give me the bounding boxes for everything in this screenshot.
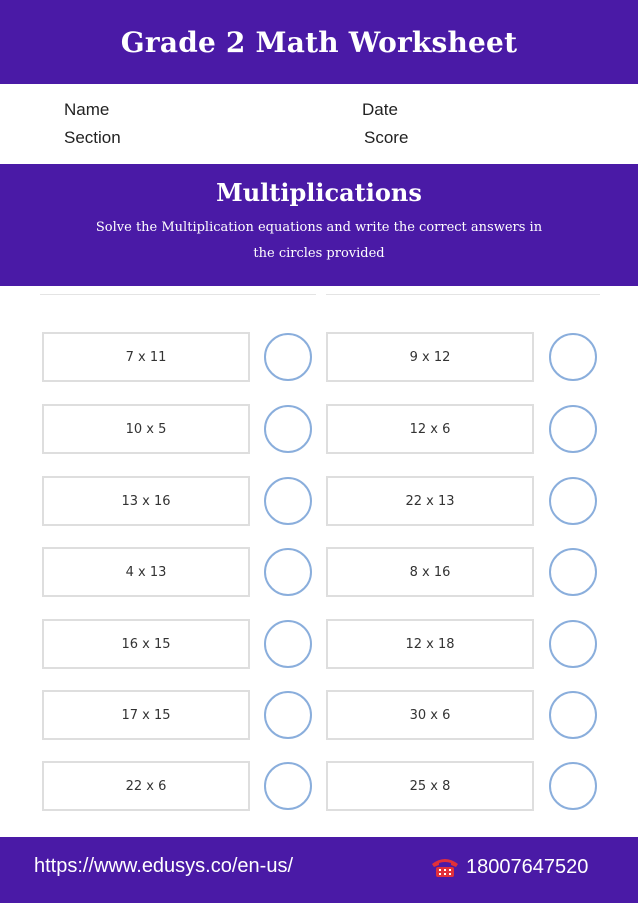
problem-row bbox=[0, 332, 638, 382]
problem-row bbox=[0, 761, 638, 811]
telephone-icon bbox=[430, 855, 460, 879]
answer-circle[interactable] bbox=[549, 477, 597, 525]
problem-row bbox=[0, 547, 638, 597]
answer-circle[interactable] bbox=[549, 620, 597, 668]
divider-right bbox=[326, 294, 600, 295]
answer-circle[interactable] bbox=[264, 477, 312, 525]
date-label: Date bbox=[362, 100, 398, 119]
score-label: Score bbox=[364, 128, 409, 147]
problem-box: 25 x 8 bbox=[326, 761, 534, 811]
divider-left bbox=[40, 294, 316, 295]
problem-box: 17 x 15 bbox=[42, 690, 250, 740]
website-link[interactable]: https://www.edusys.co/en-us/ bbox=[34, 855, 294, 877]
section-banner bbox=[0, 164, 638, 286]
student-info bbox=[0, 84, 638, 164]
answer-circle[interactable] bbox=[264, 405, 312, 453]
section-label: Section bbox=[64, 128, 121, 147]
answer-circle[interactable] bbox=[264, 691, 312, 739]
section-title: Multiplications bbox=[216, 178, 422, 207]
problem-row bbox=[0, 404, 638, 454]
problem-box: 8 x 16 bbox=[326, 547, 534, 597]
problem-box: 16 x 15 bbox=[42, 619, 250, 669]
problem-row bbox=[0, 690, 638, 740]
problem-row bbox=[0, 476, 638, 526]
worksheet-title: Grade 2 Math Worksheet bbox=[120, 25, 518, 59]
answer-circle[interactable] bbox=[549, 762, 597, 810]
answer-circle[interactable] bbox=[549, 548, 597, 596]
problem-box: 9 x 12 bbox=[326, 332, 534, 382]
problem-box: 12 x 6 bbox=[326, 404, 534, 454]
answer-circle[interactable] bbox=[264, 548, 312, 596]
problem-row bbox=[0, 619, 638, 669]
phone-contact[interactable] bbox=[430, 855, 588, 879]
problem-box: 22 x 6 bbox=[42, 761, 250, 811]
problem-box: 12 x 18 bbox=[326, 619, 534, 669]
answer-circle[interactable] bbox=[264, 762, 312, 810]
name-label: Name bbox=[64, 100, 110, 119]
problem-box: 10 x 5 bbox=[42, 404, 250, 454]
answer-circle[interactable] bbox=[549, 333, 597, 381]
problem-box: 30 x 6 bbox=[326, 690, 534, 740]
problem-box: 13 x 16 bbox=[42, 476, 250, 526]
problem-box: 22 x 13 bbox=[326, 476, 534, 526]
phone-number: 18007647520 bbox=[466, 855, 589, 878]
answer-circle[interactable] bbox=[549, 691, 597, 739]
header-banner bbox=[0, 0, 638, 84]
problem-box: 7 x 11 bbox=[42, 332, 250, 382]
answer-circle[interactable] bbox=[264, 620, 312, 668]
answer-circle[interactable] bbox=[549, 405, 597, 453]
footer-bar bbox=[0, 837, 638, 903]
answer-circle[interactable] bbox=[264, 333, 312, 381]
instructions: Solve the Multiplication equations and write the correct answers in the circles provided bbox=[95, 220, 543, 261]
problem-box: 4 x 13 bbox=[42, 547, 250, 597]
